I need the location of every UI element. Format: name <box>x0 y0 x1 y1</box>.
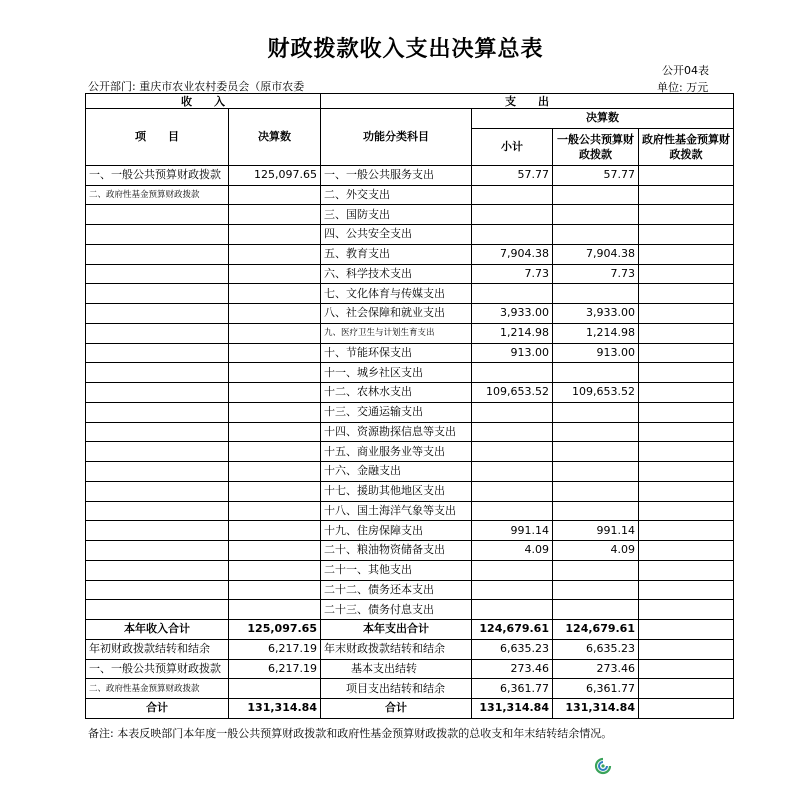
general-budget-cell <box>553 205 639 225</box>
table-row <box>86 244 734 264</box>
income-item-cell <box>86 383 229 403</box>
income-item-cell <box>86 284 229 304</box>
expense-item-cell: 十九、住房保障支出 <box>321 521 472 541</box>
general-budget-cell <box>553 284 639 304</box>
subtotal-cell: 6,361.77 <box>472 679 553 699</box>
subtotal-cell: 124,679.61 <box>472 620 553 640</box>
income-item-cell <box>86 580 229 600</box>
general-budget-cell <box>553 462 639 482</box>
general-budget-cell: 991.14 <box>553 521 639 541</box>
expense-item-cell: 一、一般公共服务支出 <box>321 165 472 185</box>
income-amount-cell <box>229 679 321 699</box>
gov-fund-cell <box>639 225 734 245</box>
income-item-cell <box>86 363 229 383</box>
subtotal-cell: 6,635.23 <box>472 639 553 659</box>
footnote: 备注: 本表反映部门本年度一般公共预算财政拨款和政府性基金预算财政拨款的总收支和年末结转结余情况。 <box>88 727 613 740</box>
table-row <box>86 699 734 719</box>
income-amount-cell <box>229 481 321 501</box>
table-row <box>86 620 734 640</box>
general-budget-cell <box>553 560 639 580</box>
general-budget-cell: 6,635.23 <box>553 639 639 659</box>
expense-item-cell: 七、文化体育与传媒支出 <box>321 284 472 304</box>
income-item-cell <box>86 205 229 225</box>
income-amount-cell <box>229 323 321 343</box>
general-budget-cell: 1,214.98 <box>553 323 639 343</box>
income-header: 收 入 <box>86 94 321 109</box>
gov-fund-cell <box>639 205 734 225</box>
subtotal-cell: 4.09 <box>472 541 553 561</box>
table-row <box>86 304 734 324</box>
subtotal-cell <box>472 462 553 482</box>
gov-fund-cell <box>639 165 734 185</box>
income-item-cell: 一、一般公共预算财政拨款 <box>86 165 229 185</box>
income-item-cell <box>86 264 229 284</box>
func-category-header: 功能分类科目 <box>321 109 472 166</box>
subtotal-cell <box>472 481 553 501</box>
income-item-cell <box>86 462 229 482</box>
income-amount-cell: 131,314.84 <box>229 699 321 719</box>
income-item-cell: 本年收入合计 <box>86 620 229 640</box>
expense-item-cell: 二、外交支出 <box>321 185 472 205</box>
table-row <box>86 422 734 442</box>
income-item-cell <box>86 304 229 324</box>
gov-fund-cell <box>639 304 734 324</box>
table-row <box>86 501 734 521</box>
gov-fund-cell <box>639 323 734 343</box>
subtotal-cell: 109,653.52 <box>472 383 553 403</box>
general-budget-cell: 7.73 <box>553 264 639 284</box>
subtotal-cell <box>472 185 553 205</box>
gov-fund-cell <box>639 264 734 284</box>
income-item-cell <box>86 600 229 620</box>
general-budget-cell: 913.00 <box>553 343 639 363</box>
subtotal-cell: 7.73 <box>472 264 553 284</box>
table-row <box>86 225 734 245</box>
expense-item-cell: 基本支出结转 <box>321 659 472 679</box>
income-item-cell <box>86 422 229 442</box>
general-budget-header: 一般公共预算财政拨款 <box>553 128 639 165</box>
expense-item-cell: 五、教育支出 <box>321 244 472 264</box>
expense-item-cell: 本年支出合计 <box>321 620 472 640</box>
expense-item-cell: 三、国防支出 <box>321 205 472 225</box>
table-row <box>86 205 734 225</box>
subtotal-cell <box>472 284 553 304</box>
gov-fund-cell <box>639 659 734 679</box>
gov-fund-cell <box>639 363 734 383</box>
subtotal-header: 小计 <box>472 128 553 165</box>
income-item-cell <box>86 323 229 343</box>
general-budget-cell: 109,653.52 <box>553 383 639 403</box>
gov-fund-cell <box>639 343 734 363</box>
gov-fund-cell <box>639 284 734 304</box>
subtotal-cell: 131,314.84 <box>472 699 553 719</box>
general-budget-cell <box>553 422 639 442</box>
expense-item-cell: 十八、国土海洋气象等支出 <box>321 501 472 521</box>
subtotal-cell: 1,214.98 <box>472 323 553 343</box>
general-budget-cell: 3,933.00 <box>553 304 639 324</box>
logo-icon <box>594 757 612 775</box>
gov-fund-cell <box>639 541 734 561</box>
final-amount-header: 决算数 <box>229 109 321 166</box>
income-amount-cell <box>229 402 321 422</box>
table-row <box>86 541 734 561</box>
subtotal-cell <box>472 402 553 422</box>
expense-item-cell: 十七、援助其他地区支出 <box>321 481 472 501</box>
expense-item-cell: 十、节能环保支出 <box>321 343 472 363</box>
budget-table <box>85 93 734 719</box>
subtotal-cell: 57.77 <box>472 165 553 185</box>
income-item-cell: 一、一般公共预算财政拨款 <box>86 659 229 679</box>
income-item-cell <box>86 343 229 363</box>
gov-fund-cell <box>639 481 734 501</box>
income-amount-cell <box>229 422 321 442</box>
expense-item-cell: 四、公共安全支出 <box>321 225 472 245</box>
subtotal-cell <box>472 225 553 245</box>
income-item-cell <box>86 442 229 462</box>
general-budget-cell <box>553 501 639 521</box>
subtotal-cell: 3,933.00 <box>472 304 553 324</box>
income-amount-cell <box>229 304 321 324</box>
general-budget-cell: 6,361.77 <box>553 679 639 699</box>
gov-fund-cell <box>639 185 734 205</box>
gov-fund-cell <box>639 521 734 541</box>
income-amount-cell <box>229 600 321 620</box>
general-budget-cell: 4.09 <box>553 541 639 561</box>
table-row <box>86 481 734 501</box>
general-budget-cell: 131,314.84 <box>553 699 639 719</box>
expense-item-cell: 十五、商业服务业等支出 <box>321 442 472 462</box>
income-amount-cell <box>229 343 321 363</box>
table-row <box>86 462 734 482</box>
table-row <box>86 343 734 363</box>
table-row <box>86 264 734 284</box>
expense-item-cell: 九、医疗卫生与计划生育支出 <box>321 323 472 343</box>
general-budget-cell <box>553 402 639 422</box>
gov-fund-cell <box>639 580 734 600</box>
income-item-cell: 二、政府性基金预算财政拨款 <box>86 185 229 205</box>
table-row <box>86 659 734 679</box>
table-body <box>86 165 734 718</box>
table-row <box>86 284 734 304</box>
table-row <box>86 580 734 600</box>
gov-fund-cell <box>639 679 734 699</box>
subtotal-cell <box>472 580 553 600</box>
general-budget-cell: 7,904.38 <box>553 244 639 264</box>
income-amount-cell <box>229 225 321 245</box>
table-row <box>86 679 734 699</box>
general-budget-cell <box>553 363 639 383</box>
final-amount-group-header: 决算数 <box>472 109 734 129</box>
income-amount-cell <box>229 462 321 482</box>
expense-item-cell: 项目支出结转和结余 <box>321 679 472 699</box>
income-amount-cell <box>229 541 321 561</box>
income-amount-cell: 6,217.19 <box>229 659 321 679</box>
department-label: 公开部门: 重庆市农业农村委员会（原市农委 <box>88 80 305 93</box>
income-item-cell: 合计 <box>86 699 229 719</box>
general-budget-cell <box>553 481 639 501</box>
general-budget-cell: 124,679.61 <box>553 620 639 640</box>
gov-fund-cell <box>639 699 734 719</box>
expense-item-cell: 年末财政拨款结转和结余 <box>321 639 472 659</box>
gov-fund-cell <box>639 383 734 403</box>
general-budget-cell <box>553 442 639 462</box>
expense-item-cell: 合计 <box>321 699 472 719</box>
page-title: 财政拨款收入支出决算总表 <box>267 36 544 62</box>
income-amount-cell <box>229 185 321 205</box>
gov-fund-cell <box>639 462 734 482</box>
subtotal-cell <box>472 560 553 580</box>
subtotal-cell <box>472 205 553 225</box>
income-amount-cell <box>229 284 321 304</box>
expense-item-cell: 八、社会保障和就业支出 <box>321 304 472 324</box>
income-item-cell <box>86 501 229 521</box>
unit-label: 单位: 万元 <box>657 81 709 94</box>
subtotal-cell <box>472 442 553 462</box>
expense-item-cell: 十一、城乡社区支出 <box>321 363 472 383</box>
income-amount-cell: 125,097.65 <box>229 620 321 640</box>
gov-fund-cell <box>639 402 734 422</box>
income-amount-cell: 6,217.19 <box>229 639 321 659</box>
table-row <box>86 165 734 185</box>
income-item-cell <box>86 521 229 541</box>
income-item-cell <box>86 244 229 264</box>
general-budget-cell: 273.46 <box>553 659 639 679</box>
header-row-top <box>86 94 734 109</box>
subtotal-cell <box>472 501 553 521</box>
general-budget-cell: 57.77 <box>553 165 639 185</box>
header-row-mid <box>86 109 734 129</box>
table-row <box>86 639 734 659</box>
gov-fund-cell <box>639 244 734 264</box>
table-row <box>86 442 734 462</box>
income-amount-cell <box>229 363 321 383</box>
expense-item-cell: 二十二、债务还本支出 <box>321 580 472 600</box>
income-amount-cell: 125,097.65 <box>229 165 321 185</box>
table-row <box>86 402 734 422</box>
income-item-cell <box>86 541 229 561</box>
subtotal-cell: 7,904.38 <box>472 244 553 264</box>
general-budget-cell <box>553 600 639 620</box>
income-item-cell <box>86 481 229 501</box>
subtotal-cell: 913.00 <box>472 343 553 363</box>
expense-item-cell: 十六、金融支出 <box>321 462 472 482</box>
table-row <box>86 383 734 403</box>
expense-item-cell: 二十、粮油物资储备支出 <box>321 541 472 561</box>
gov-fund-cell <box>639 639 734 659</box>
subtotal-cell: 273.46 <box>472 659 553 679</box>
expense-item-cell: 六、科学技术支出 <box>321 264 472 284</box>
table-row <box>86 600 734 620</box>
expense-item-cell: 十四、资源勘探信息等支出 <box>321 422 472 442</box>
table-row <box>86 323 734 343</box>
gov-fund-cell <box>639 620 734 640</box>
gov-fund-cell <box>639 600 734 620</box>
income-item-cell: 年初财政拨款结转和结余 <box>86 639 229 659</box>
expense-item-cell: 二十一、其他支出 <box>321 560 472 580</box>
expense-item-cell: 二十三、债务付息支出 <box>321 600 472 620</box>
expense-header: 支 出 <box>321 94 734 109</box>
income-amount-cell <box>229 521 321 541</box>
income-amount-cell <box>229 264 321 284</box>
item-header: 项 目 <box>86 109 229 166</box>
income-amount-cell <box>229 560 321 580</box>
expense-item-cell: 十二、农林水支出 <box>321 383 472 403</box>
expense-item-cell: 十三、交通运输支出 <box>321 402 472 422</box>
form-code: 公开04表 <box>662 64 709 77</box>
subtotal-cell <box>472 422 553 442</box>
subtotal-cell <box>472 600 553 620</box>
subtotal-cell: 991.14 <box>472 521 553 541</box>
gov-fund-cell <box>639 501 734 521</box>
income-item-cell <box>86 402 229 422</box>
income-item-cell: 二、政府性基金预算财政拨款 <box>86 679 229 699</box>
table-row <box>86 521 734 541</box>
income-amount-cell <box>229 244 321 264</box>
gov-fund-header: 政府性基金预算财政拨款 <box>639 128 734 165</box>
table-row <box>86 185 734 205</box>
general-budget-cell <box>553 580 639 600</box>
subtotal-cell <box>472 363 553 383</box>
income-amount-cell <box>229 205 321 225</box>
table-row <box>86 560 734 580</box>
gov-fund-cell <box>639 422 734 442</box>
income-item-cell <box>86 225 229 245</box>
gov-fund-cell <box>639 560 734 580</box>
income-amount-cell <box>229 580 321 600</box>
income-amount-cell <box>229 383 321 403</box>
income-item-cell <box>86 560 229 580</box>
income-amount-cell <box>229 501 321 521</box>
general-budget-cell <box>553 185 639 205</box>
general-budget-cell <box>553 225 639 245</box>
table-row <box>86 363 734 383</box>
gov-fund-cell <box>639 442 734 462</box>
income-amount-cell <box>229 442 321 462</box>
